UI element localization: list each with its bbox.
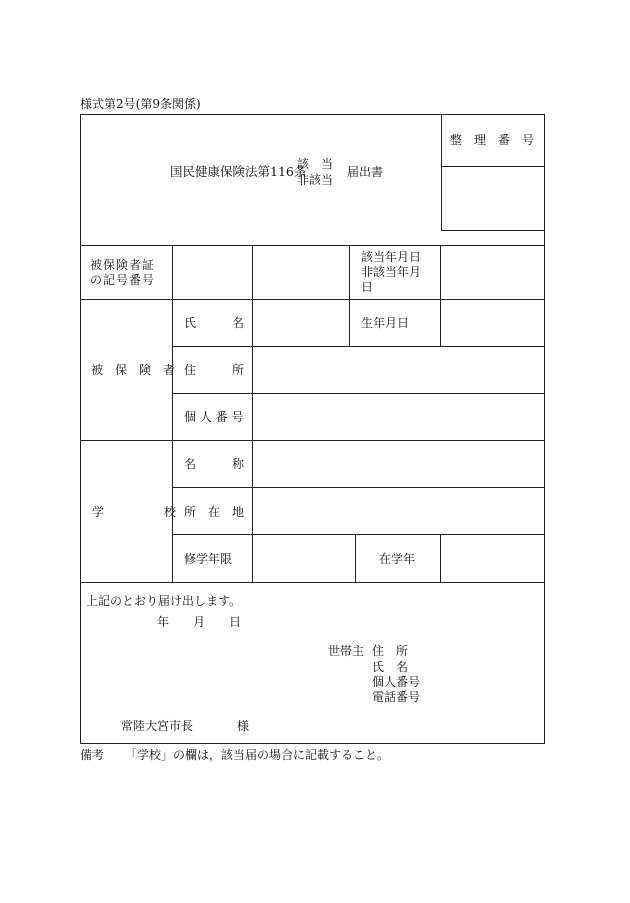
ref-number-label: 整 理 番 号 (450, 133, 535, 147)
card-symbol-field[interactable] (174, 247, 251, 298)
card-right-line (440, 245, 441, 346)
birthdate-field[interactable] (442, 301, 543, 345)
form-title-applicable: 該 当 (297, 157, 334, 171)
label-column-line (172, 245, 173, 582)
grade-label: 在学年 (379, 552, 416, 566)
card-number-label-line1: 被保険者証 (90, 258, 156, 272)
address-row-bottom (172, 393, 544, 394)
school-section-label: 学 校 (92, 505, 177, 519)
date-field[interactable] (442, 247, 543, 298)
head-personal-number-label: 個人番号 (372, 675, 421, 689)
insured-section-label: 被 保 険 者 (91, 363, 176, 377)
school-location-row-bottom (172, 534, 544, 535)
insured-address-field[interactable] (254, 348, 543, 392)
school-location-label: 所 在 地 (184, 505, 245, 519)
sublabel-column-line (252, 245, 253, 582)
date-label-line3: 日 (361, 280, 374, 294)
head-address-label: 住 所 (372, 644, 409, 658)
card-mid-line (349, 245, 350, 346)
declaration-statement: 上記のとおり届け出します。 (86, 594, 242, 608)
note-label: 備考 (80, 748, 105, 762)
years-field[interactable] (254, 536, 354, 581)
name-row-bottom (172, 346, 544, 347)
school-name-field[interactable] (254, 442, 543, 486)
ref-number-field[interactable] (443, 168, 542, 228)
insured-address-label: 住 所 (184, 363, 245, 377)
date-label-line1: 該当年月日 (361, 250, 422, 264)
form-title-main: 国民健康保険法第116条 (170, 164, 307, 179)
personal-number-label: 個 人 番 号 (184, 410, 244, 424)
school-name-row-bottom (172, 487, 544, 488)
card-number-label-line2: の記号番号 (90, 273, 156, 287)
school-section-bottom (80, 582, 544, 583)
card-row-bottom (80, 299, 544, 300)
insured-section-bottom (80, 440, 544, 441)
card-number-field[interactable] (254, 247, 348, 298)
insured-name-label: 氏 名 (184, 316, 245, 330)
form-title-not-applicable: 非該当 (297, 173, 334, 187)
personal-number-field[interactable] (254, 395, 543, 439)
years-label: 修学年限 (184, 552, 233, 566)
addressee: 常陸大宮市長 (121, 719, 194, 733)
years-mid-line (355, 534, 356, 582)
ref-number-bottom (441, 230, 544, 231)
form-title-suffix: 届出書 (347, 165, 384, 179)
note-text: 「学校」の欄は，該当届の場合に記載すること。 (125, 748, 390, 762)
ref-number-divider (441, 166, 544, 167)
addressee-honorific: 様 (237, 719, 250, 733)
household-head-label: 世帯主 (328, 644, 365, 658)
head-phone-label: 電話番号 (372, 690, 421, 704)
header-bottom-line (80, 245, 544, 246)
school-name-label: 名 称 (184, 457, 245, 471)
school-location-field[interactable] (254, 489, 543, 533)
grade-field[interactable] (442, 536, 543, 581)
date-label-line2: 非該当年月 (361, 265, 422, 279)
form-style-number: 様式第2号(第9条関係) (80, 97, 201, 111)
ref-number-left-line (441, 114, 442, 230)
birthdate-label: 生年月日 (361, 316, 410, 330)
grade-right-line (440, 534, 441, 582)
declaration-date: 年 月 日 (157, 615, 242, 629)
head-name-label: 氏 名 (372, 660, 409, 674)
insured-name-field[interactable] (254, 301, 348, 345)
